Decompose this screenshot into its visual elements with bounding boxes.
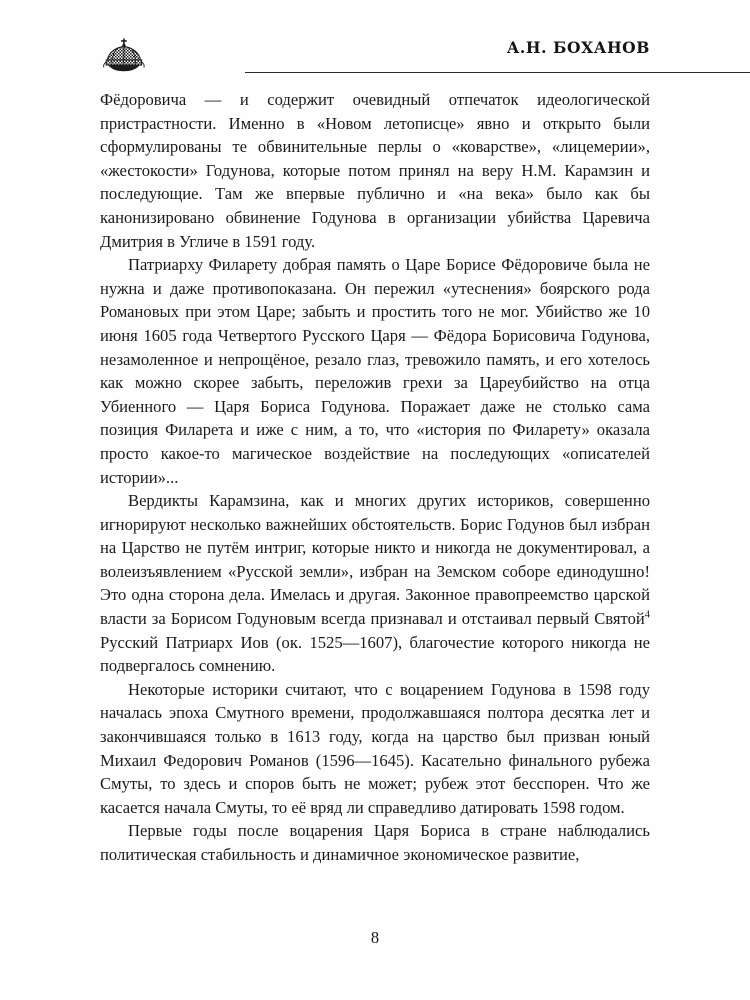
paragraph-pervye-gody: Первые годы после воцарения Царя Бориса в стране наблюдались политическая стабильность и динамичное экономическое развитие,	[100, 821, 650, 864]
paragraph-verdikty-karamzina	[100, 489, 650, 678]
paragraph-text-before-footnote: Вердикты Карамзина, как и многих других историков, совершенно игнорируют несколько важнейших обстоятельств. Борис Годунов был избран на Царство не путём интриг, которые никто и никогда не документировал, а волеизъявлением «Русской земли», избран на Земском соборе единодушно! Это одна сторона дела. Имелась и другая. Законное правопреемство царской власти за Борисом Годуновым всегда признавал и отстаивал первый Святой	[100, 491, 650, 629]
running-head-rule	[245, 72, 750, 73]
paragraph-nekotorye-istoriki: Некоторые историки считают, что с воцарением Годунова в 1598 году началась эпоха Смутного времени, продолжавшаяся полтора десятка лет и закончившаяся только в 1613 году, когда на царство был призван юный Михаил Федорович Романов (1596—1645). Касательно финального рубежа Смуты, то здесь и споров быть не может; рубеж этот бесспорен. Что же касается начала Смуты, то её вряд ли справедливо датировать 1598 годом.	[100, 679, 650, 817]
footnote-reference-4[interactable]: 4	[644, 609, 650, 621]
page-number: 8	[370, 928, 380, 947]
paragraph-patriarhu-filaretu: Патриарху Филарету добрая память о Царе Борисе Фёдоровиче была не нужна и даже противопоказана. Он пережил «утеснения» боярского рода Романовых при этом Царе; забыть и простить того не мог. Убийство же 10 июня 1605 года Четвертого Русского Царя — Фёдора Борисовича Годунова, незамоленное и непрощёное, резало глаз, тревожило память, и его хотелось как можно скорее забыть, переложив грехи за Цареубийство на отца Убиенного — Царя Бориса Годунова. Поражает даже не столько сама позиция Филарета и иже с ним, а то, что «история по Филарету» оказала просто какое-то магическое воздействие на последующих «описателей истории»...	[100, 255, 650, 487]
paragraph-fedorovicha: Фёдоровича — и содержит очевидный отпечаток идеологической пристрастности. Именно в «Новом летописце» явно и открыто были сформулированы те обвинительные перлы о «коварстве», «лицемерии», «жестокости» Годунова, которые потом принял на веру Н.М. Карамзин и последующие. Там же впервые публично и «на века» было как бы канонизировано обвинение Годунова в организации убийства Царевича Дмитрия в Угличе в 1591 году.	[100, 90, 650, 251]
running-head-author: А.Н. БОХАНОВ	[506, 38, 650, 57]
imperial-crown-icon	[100, 38, 148, 72]
paragraph-text-after-footnote: Русский Патриарх Иов (ок. 1525—1607), благочестие которого никогда не подвергалось сомнению.	[100, 632, 650, 676]
running-head	[100, 38, 650, 76]
body-text	[100, 88, 650, 867]
